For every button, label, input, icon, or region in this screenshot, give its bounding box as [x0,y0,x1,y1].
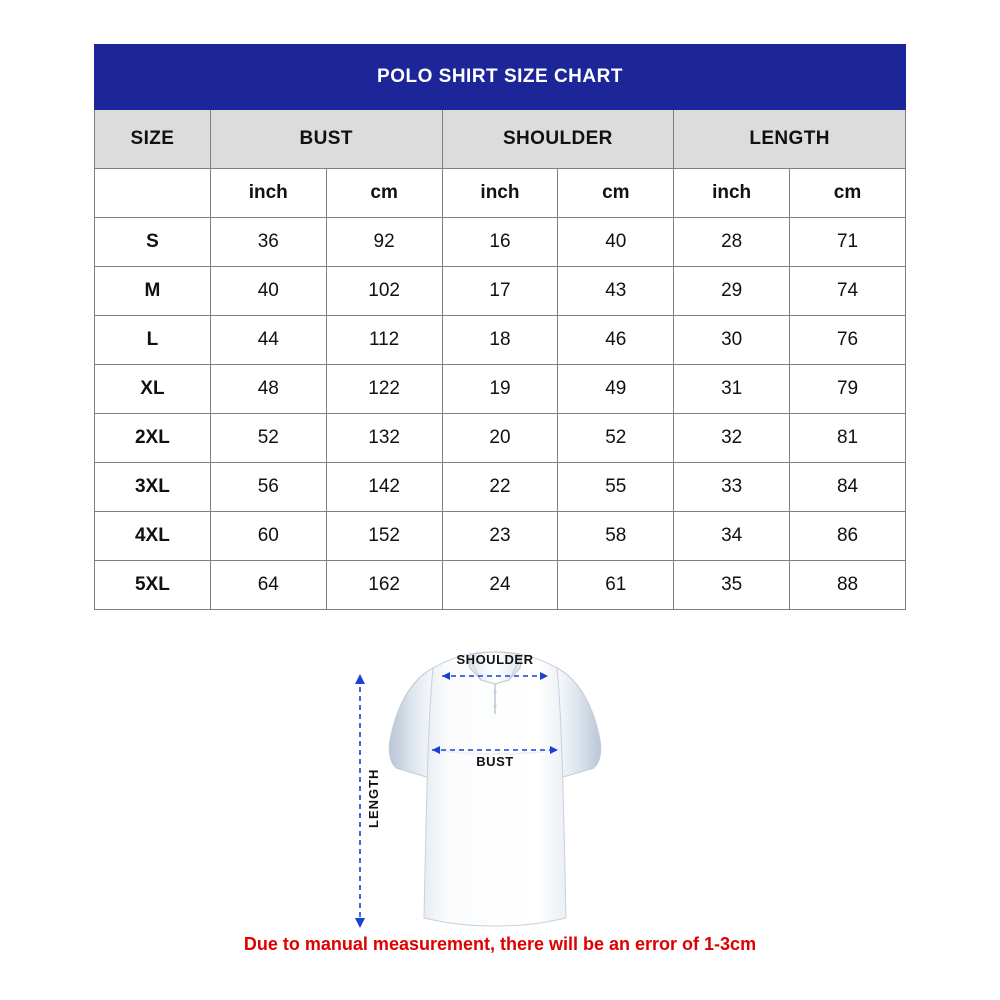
length-inch: 35 [674,561,790,610]
table-row [95,365,906,414]
length-inch: 32 [674,414,790,463]
unit-header-bust-inch: inch [210,169,326,218]
length-cm: 71 [790,218,906,267]
length-inch: 29 [674,267,790,316]
shoulder-inch: 19 [442,365,558,414]
measurement-disclaimer: Due to manual measurement, there will be an error of 1-3cm [243,934,757,954]
size-label: S [95,218,211,267]
shoulder-inch: 17 [442,267,558,316]
size-label: 5XL [95,561,211,610]
unit-header-shoulder-cm: cm [558,169,674,218]
bust-inch: 52 [210,414,326,463]
unit-header-row [95,169,906,218]
group-header-shoulder: SHOULDER [442,110,674,169]
measurement-illustration [340,628,670,928]
bust-cm: 112 [326,316,442,365]
bust-inch: 64 [210,561,326,610]
table-row [95,218,906,267]
bust-inch: 40 [210,267,326,316]
size-label: 2XL [95,414,211,463]
shoulder-inch: 23 [442,512,558,561]
unit-header-length-inch: inch [674,169,790,218]
table-row [95,512,906,561]
size-chart-table [94,44,906,610]
bust-cm: 162 [326,561,442,610]
group-header-bust: BUST [210,110,442,169]
bust-cm: 122 [326,365,442,414]
size-label: XL [95,365,211,414]
length-cm: 74 [790,267,906,316]
bust-inch: 36 [210,218,326,267]
length-inch: 31 [674,365,790,414]
unit-header-shoulder-inch: inch [442,169,558,218]
chart-title-row [95,45,906,110]
length-cm: 76 [790,316,906,365]
shoulder-cm: 46 [558,316,674,365]
shoulder-cm: 55 [558,463,674,512]
group-header-row [95,110,906,169]
unit-header-bust-cm: cm [326,169,442,218]
length-inch: 33 [674,463,790,512]
bust-cm: 152 [326,512,442,561]
shoulder-inch: 18 [442,316,558,365]
group-header-size: SIZE [95,110,211,169]
shoulder-cm: 52 [558,414,674,463]
table-row [95,414,906,463]
shoulder-cm: 58 [558,512,674,561]
shoulder-cm: 49 [558,365,674,414]
length-inch: 28 [674,218,790,267]
page-title: POLO SHIRT SIZE CHART [95,45,906,110]
bust-cm: 132 [326,414,442,463]
size-label: M [95,267,211,316]
shoulder-inch: 20 [442,414,558,463]
length-inch: 34 [674,512,790,561]
bust-cm: 92 [326,218,442,267]
bust-inch: 60 [210,512,326,561]
shoulder-inch: 16 [442,218,558,267]
size-label: 3XL [95,463,211,512]
length-cm: 86 [790,512,906,561]
length-inch: 30 [674,316,790,365]
shoulder-cm: 40 [558,218,674,267]
unit-header-blank [95,169,211,218]
size-label: 4XL [95,512,211,561]
bust-measure-label: BUST [476,754,514,769]
shoulder-measure-label: SHOULDER [456,652,534,667]
table-row [95,561,906,610]
bust-inch: 44 [210,316,326,365]
shoulder-cm: 43 [558,267,674,316]
bust-cm: 142 [326,463,442,512]
size-label: L [95,316,211,365]
shoulder-inch: 24 [442,561,558,610]
shoulder-cm: 61 [558,561,674,610]
bust-cm: 102 [326,267,442,316]
polo-shirt-icon [370,628,620,928]
length-measure-label: LENGTH [366,768,381,828]
table-row [95,463,906,512]
table-row [95,316,906,365]
unit-header-length-cm: cm [790,169,906,218]
length-cm: 84 [790,463,906,512]
table-row [95,267,906,316]
group-header-length: LENGTH [674,110,906,169]
length-cm: 81 [790,414,906,463]
length-cm: 79 [790,365,906,414]
bust-inch: 56 [210,463,326,512]
length-cm: 88 [790,561,906,610]
size-chart-container [94,44,906,610]
bust-inch: 48 [210,365,326,414]
shoulder-inch: 22 [442,463,558,512]
